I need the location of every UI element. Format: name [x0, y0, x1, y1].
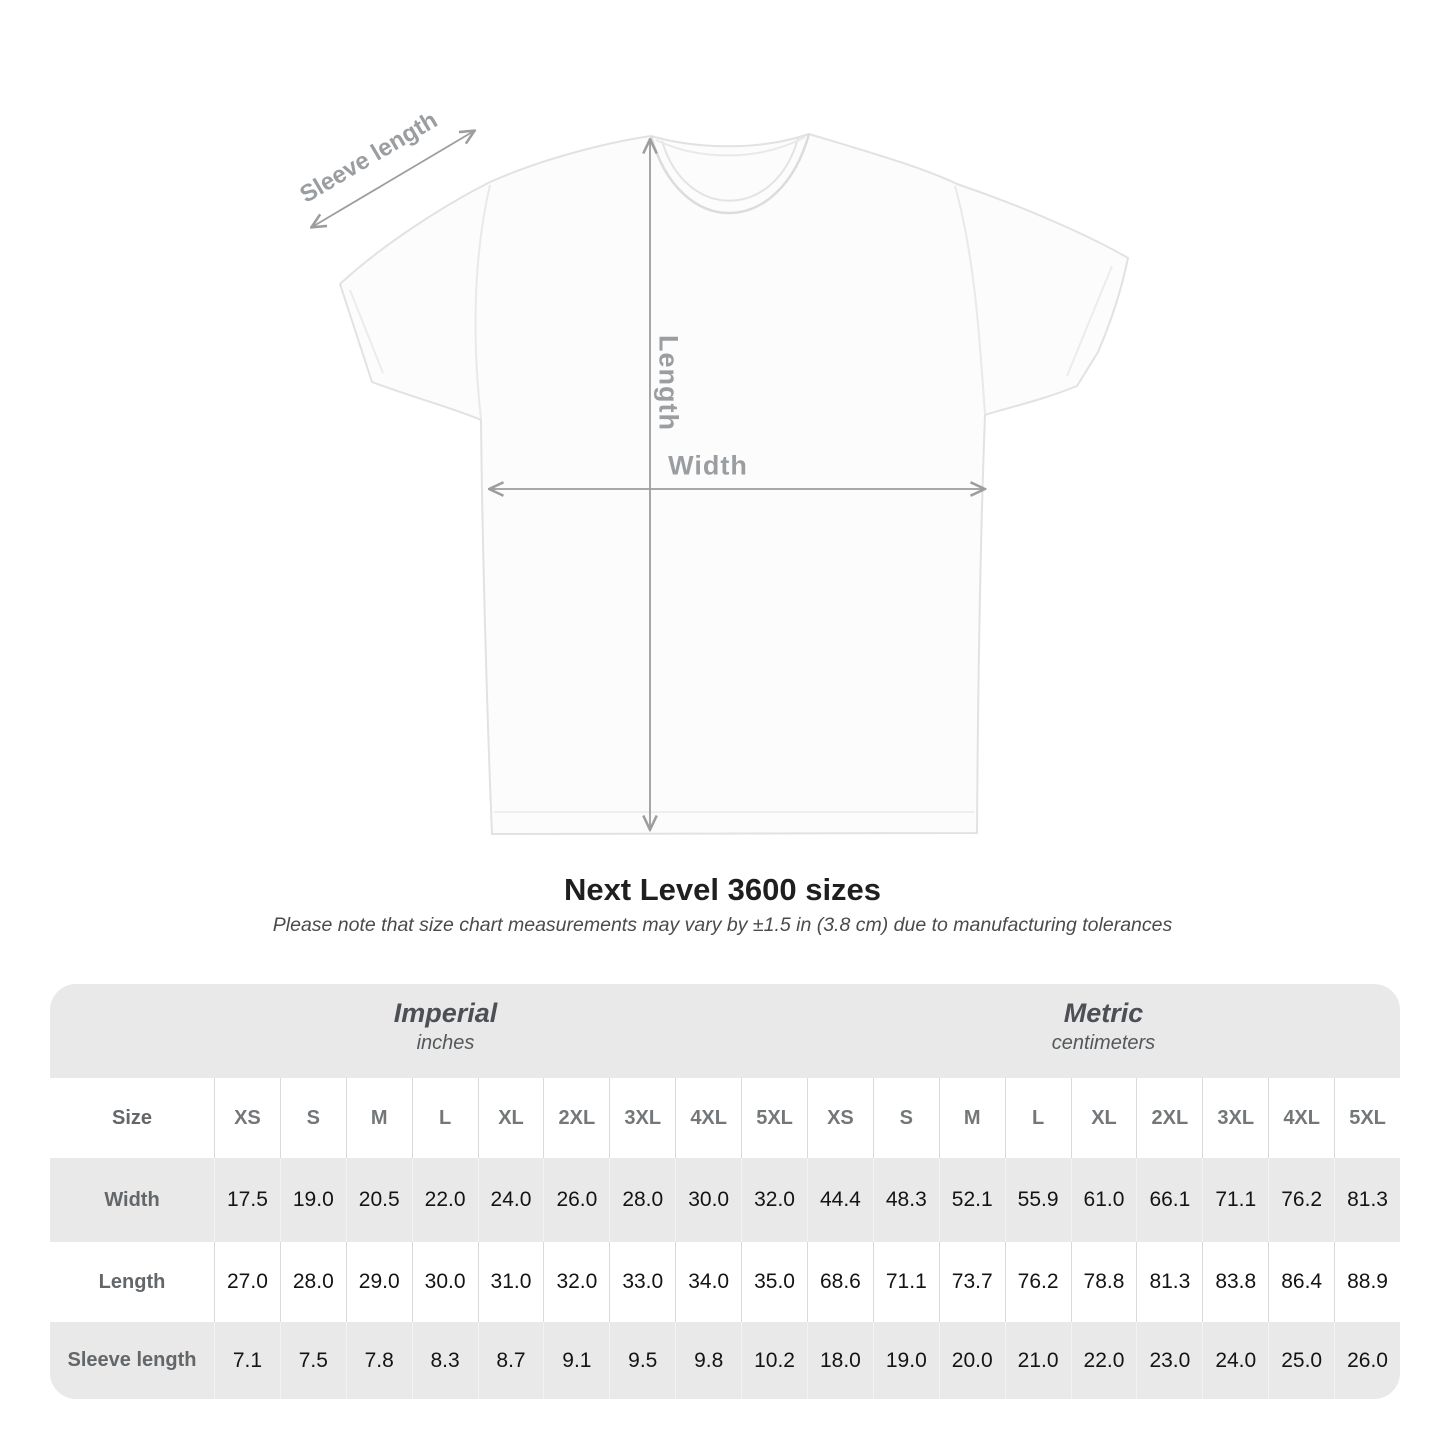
length-metric-value: 78.8: [1071, 1242, 1137, 1322]
tolerance-note: Please note that size chart measurements may vary by ±1.5 in (3.8 cm) due to manufacturing tolerances: [272, 914, 1173, 936]
sleeve-imperial-value: 8.7: [478, 1322, 544, 1399]
length-imperial-value: 33.0: [609, 1242, 675, 1322]
length-label: Length: [653, 335, 684, 431]
size-header-imperial-m: M: [346, 1078, 412, 1158]
metric-group-unit: centimeters: [1051, 1032, 1156, 1054]
imperial-group-header: [50, 984, 807, 1078]
sleeve-metric-value: 26.0: [1334, 1322, 1400, 1399]
length-metric-value: 71.1: [873, 1242, 939, 1322]
page-title: Next Level 3600 sizes: [563, 872, 882, 907]
sleeve-imperial-value: 9.5: [609, 1322, 675, 1399]
size-header-metric-xs: XS: [807, 1078, 873, 1158]
size-header-metric-xl: XL: [1071, 1078, 1137, 1158]
sleeve-metric-value: 25.0: [1268, 1322, 1334, 1399]
width-metric-value: 48.3: [873, 1158, 939, 1242]
size-header-imperial-3xl: 3XL: [609, 1078, 675, 1158]
size-header-imperial-xs: XS: [214, 1078, 280, 1158]
length-metric-value: 68.6: [807, 1242, 873, 1322]
imperial-group-unit: inches: [416, 1032, 475, 1054]
length-imperial-value: 34.0: [675, 1242, 741, 1322]
size-header-metric-m: M: [939, 1078, 1005, 1158]
length-imperial-value: 35.0: [741, 1242, 807, 1322]
length-metric-value: 76.2: [1005, 1242, 1071, 1322]
width-metric-value: 76.2: [1268, 1158, 1334, 1242]
width-imperial-value: 28.0: [609, 1158, 675, 1242]
sleeve-metric-value: 23.0: [1136, 1322, 1202, 1399]
imperial-group-name: Imperial: [393, 998, 498, 1028]
width-imperial-value: 17.5: [214, 1158, 280, 1242]
size-header-imperial-xl: XL: [478, 1078, 544, 1158]
width-imperial-value: 20.5: [346, 1158, 412, 1242]
size-header-metric-4xl: 4XL: [1268, 1078, 1334, 1158]
sleeve-imperial-value: 9.8: [675, 1322, 741, 1399]
size-header-imperial-l: L: [412, 1078, 478, 1158]
length-metric-value: 86.4: [1268, 1242, 1334, 1322]
width-metric-value: 81.3: [1334, 1158, 1400, 1242]
tshirt-shape: [340, 134, 1128, 834]
width-imperial-value: 32.0: [741, 1158, 807, 1242]
sleeve-imperial-value: 8.3: [412, 1322, 478, 1399]
width-imperial-value: 26.0: [543, 1158, 609, 1242]
length-imperial-value: 32.0: [543, 1242, 609, 1322]
sleeve-imperial-value: 7.1: [214, 1322, 280, 1399]
width-metric-value: 61.0: [1071, 1158, 1137, 1242]
width-imperial-value: 30.0: [675, 1158, 741, 1242]
width-row-label: Width: [50, 1158, 214, 1242]
sleeve-imperial-value: 7.8: [346, 1322, 412, 1399]
sleeve-metric-value: 24.0: [1202, 1322, 1268, 1399]
width-metric-value: 66.1: [1136, 1158, 1202, 1242]
sleeve-metric-value: 18.0: [807, 1322, 873, 1399]
width-metric-value: 55.9: [1005, 1158, 1071, 1242]
metric-group-name: Metric: [1063, 998, 1144, 1028]
sleeve-metric-value: 21.0: [1005, 1322, 1071, 1399]
length-metric-value: 88.9: [1334, 1242, 1400, 1322]
size-header-metric-3xl: 3XL: [1202, 1078, 1268, 1158]
size-column-header: Size: [50, 1078, 214, 1158]
width-label: Width: [668, 450, 748, 481]
sleeve-imperial-value: 9.1: [543, 1322, 609, 1399]
length-imperial-value: 29.0: [346, 1242, 412, 1322]
size-header-imperial-2xl: 2XL: [543, 1078, 609, 1158]
length-row-label: Length: [50, 1242, 214, 1322]
size-table: [50, 984, 1400, 1399]
size-header-metric-5xl: 5XL: [1334, 1078, 1400, 1158]
size-header-imperial-5xl: 5XL: [741, 1078, 807, 1158]
width-metric-value: 44.4: [807, 1158, 873, 1242]
metric-group-header: [807, 984, 1400, 1078]
sleeve-row-label: Sleeve length: [50, 1322, 214, 1399]
sleeve-metric-value: 20.0: [939, 1322, 1005, 1399]
size-header-imperial-s: S: [280, 1078, 346, 1158]
length-imperial-value: 28.0: [280, 1242, 346, 1322]
size-header-metric-2xl: 2XL: [1136, 1078, 1202, 1158]
sleeve-metric-value: 19.0: [873, 1322, 939, 1399]
sleeve-imperial-value: 7.5: [280, 1322, 346, 1399]
length-imperial-value: 27.0: [214, 1242, 280, 1322]
size-header-metric-s: S: [873, 1078, 939, 1158]
length-metric-value: 73.7: [939, 1242, 1005, 1322]
length-imperial-value: 30.0: [412, 1242, 478, 1322]
sleeve-length-label: Sleeve length: [295, 106, 443, 209]
width-metric-value: 52.1: [939, 1158, 1005, 1242]
length-imperial-value: 31.0: [478, 1242, 544, 1322]
length-metric-value: 81.3: [1136, 1242, 1202, 1322]
size-header-metric-l: L: [1005, 1078, 1071, 1158]
length-metric-value: 83.8: [1202, 1242, 1268, 1322]
sleeve-imperial-value: 10.2: [741, 1322, 807, 1399]
width-imperial-value: 22.0: [412, 1158, 478, 1242]
width-metric-value: 71.1: [1202, 1158, 1268, 1242]
width-imperial-value: 19.0: [280, 1158, 346, 1242]
size-header-imperial-4xl: 4XL: [675, 1078, 741, 1158]
sleeve-metric-value: 22.0: [1071, 1322, 1137, 1399]
width-imperial-value: 24.0: [478, 1158, 544, 1242]
